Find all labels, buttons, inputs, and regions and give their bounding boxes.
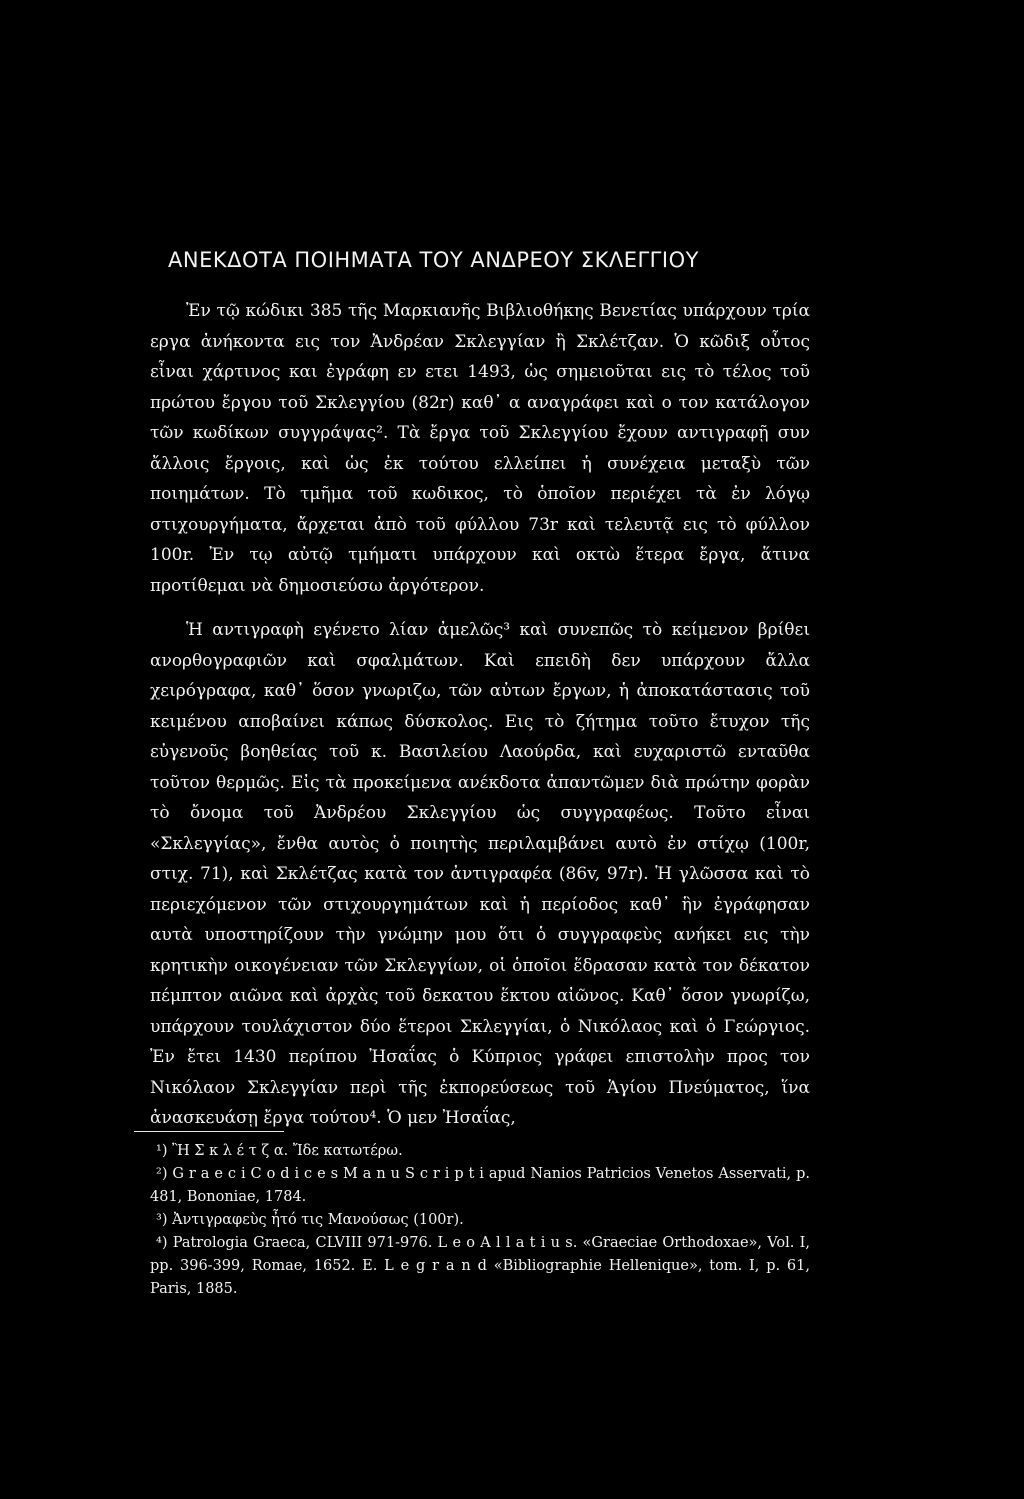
footnote-divider — [134, 1131, 284, 1132]
footnote-4: ⁴) Patrologia Graeca, CLVIII 971-976. L e o A l l a t i u s. «Graeciae Orthodoxae», Vol. I, pp. 396-399, Romae, 1652. E. L e g r a n d «Bibliographie Hellenique», tom. I, p. 61, Paris, 1885. — [150, 1235, 810, 1297]
paragraph-2: Ἡ αντιγραφὴ εγένετο λίαν ἀμελῶς³ καὶ συνεπῶς τὸ κείμενον βρίθει ανορθογραφιῶν καὶ σφαλμάτων. Καὶ επειδὴ δεν υπάρχουν ἄλλα χειρόγραφα, καθ᾽ ὅσον γνωριζω, τῶν αὐτων ἔργων, ἡ ἀποκατάστασις τοῦ κειμένου αποβαίνει κάπως δύσκολος. Εις τὸ ζήτημα τοῦτο ἔτυχον τῆς εὐγενοῦς βοηθείας τοῦ κ. Βασιλείου Λαούρδα, καὶ ευχαριστῶ ενταῦθα τοῦτον θερμῶς. Εἰς τὰ προκείμενα ανέκδοτα ἀπαντῶμεν διὰ πρώτην φορὰν τὸ ὄνομα τοῦ Ἀνδρέου Σκλεγγίου ὡς συγγραφέως. Τοῦτο εἶναι «Σκλεγγίας», ἔνθα αυτὸς ὁ ποιητὴς περιλαμβάνει αυτὸ ἐν στίχῳ (100r, στιχ. 71), καὶ Σκλέτζας κατὰ τον ἀντιγραφέα (86v, 97r). Ἡ γλῶσσα καὶ τὸ περιεχόμενον τῶν στιχουργημάτων καὶ ἡ περίοδος καθ᾽ ἣν ἐγράφησαν αυτὰ υποστηρίζουν τὴν γνώμην μου ὅτι ὁ συγγραφεὺς ανήκει εις τὴν κρητικὴν οικογένειαν τῶν Σκλεγγίων, οἱ ὁποῖοι ἕδρασαν κατὰ τον δέκατον πέμπτον αιῶνα καὶ ἀρχὰς τοῦ δεκατου ἕκτου αἰῶνος. Καθ᾽ ὅσον γνωρίζω, υπάρχουν τουλάχιστον δύο ἕτεροι Σκλεγγίαι, ὁ Νικόλαος καὶ ὁ Γεώργιος. Ἐν ἔτει 1430 περίπου Ἠσαΐας ὁ Κύπριος γράφει επιστολὴν προς τον Νικόλαον Σκλεγγίαν περὶ τῆς ἐκπορεύσεως τοῦ Ἁγίου Πνεύματος, ἵνα ἀνασκευάσῃ ἔργα τούτου⁴. Ὁ μεν Ἠσαΐας, — [150, 620, 810, 1128]
footnote-3: ³) Ἀντιγραφεὺς ἦτό τις Μανούσως (100r). — [156, 1212, 464, 1228]
footnote-1: ¹) Ἢ Σ κ λ έ τ ζ α. Ἴδε κατωτέρω. — [156, 1143, 403, 1159]
footnote-2: ²) G r a e c i C o d i c e s M a n u S c r i p t i apud Nanios Patricios Venetos Asservati, p. 481, Bononiae, 1784. — [150, 1166, 810, 1205]
paragraph-1: Ἐν τῷ κώδικι 385 τῆς Μαρκιανῆς Βιβλιοθήκης Βενετίας υπάρχουν τρία εργα ἀνήκοντα εις τον Ἀνδρέαν Σκλεγγίαν ἢ Σκλέτζαν. Ὁ κῶδιξ οὗτος εἶναι χάρτινος και ἐγράφη εν ετει 1493, ὡς σημειοῦται εις τὸ τέλος τοῦ πρώτου ἔργου τοῦ Σκλεγγίου (82r) καθ᾽ α αναγράφει καὶ ο τον κατάλογον τῶν κωδίκων συγγράψας². Τὰ ἔργα τοῦ Σκλεγγίου ἔχουν αντιγραφῇ συν ἄλλοις ἔργοις, καὶ ὡς ἐκ τούτου ελλείπει ἡ συνέχεια μεταξὺ τῶν ποιημάτων. Τὸ τμῆμα τοῦ κωδικος, τὸ ὁποῖον περιέχει τὰ ἐν λόγῳ στιχουργήματα, ἄρχεται ἀπὸ τοῦ φύλλου 73r καὶ τελευτᾷ εις τὸ φύλλον 100r. Ἐν τῳ αὐτῷ τμήματι υπάρχουν καὶ οκτὼ ἕτερα ἔργα, ἅτινα προτίθεμαι νὰ δημοσιεύσω ἀργότερον. — [150, 301, 810, 596]
page-title: ΑΝΕΚΔΟΤΑ ΠΟΙΗΜΑΤΑ ΤΟΥ ΑΝΔΡΕΟΥ ΣΚΛΕΓΓΙΟΥ — [168, 248, 699, 272]
footnotes — [150, 1140, 810, 1301]
